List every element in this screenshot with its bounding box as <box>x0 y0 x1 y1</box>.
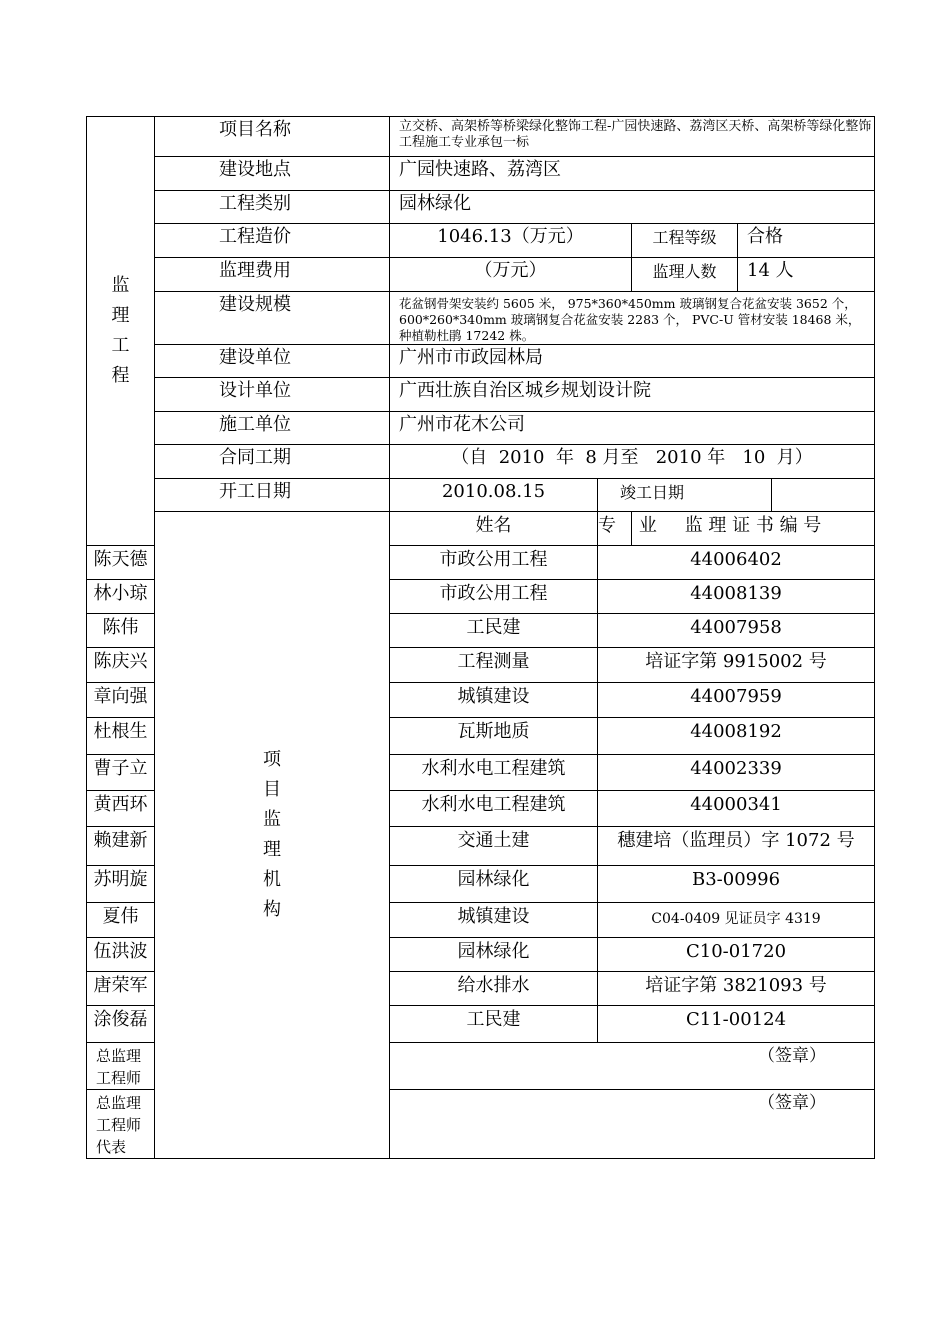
member-name: 涂俊磊 <box>87 1006 155 1043</box>
member-major: 市政公用工程 <box>390 580 598 614</box>
member-major: 交通土建 <box>390 827 598 866</box>
label-staff: 监理人数 <box>632 258 738 292</box>
member-name: 陈伟 <box>87 614 155 648</box>
row-project-name <box>87 117 875 157</box>
member-major: 瓦斯地质 <box>390 718 598 755</box>
member-name: 苏明旋 <box>87 866 155 903</box>
side-char: 目 <box>263 779 281 800</box>
member-cert: 44008192 <box>598 718 875 755</box>
label-chief-engineer: 总监理工程师 <box>87 1043 155 1090</box>
value-start: 2010.08.15 <box>390 479 598 512</box>
member-major: 水利水电工程建筑 <box>390 755 598 791</box>
label-designer: 设计单位 <box>155 378 390 412</box>
member-cert: B3-00996 <box>598 866 875 903</box>
member-major: 园林绿化 <box>390 866 598 903</box>
row-designer <box>87 378 875 412</box>
section2-side-label <box>155 512 390 1159</box>
side-char: 程 <box>111 365 130 386</box>
member-cert: 穗建培（监理员）字 1072 号 <box>598 827 875 866</box>
value-designer: 广西壮族自治区城乡规划设计院 <box>390 378 875 412</box>
member-name: 黄西环 <box>87 791 155 827</box>
member-cert: C11-00124 <box>598 1006 875 1043</box>
member-major: 园林绿化 <box>390 938 598 972</box>
row-cost <box>87 224 875 258</box>
row-fee <box>87 258 875 292</box>
label-contractor: 施工单位 <box>155 412 390 445</box>
member-cert: C04-0409 见证员字 4319 <box>598 903 875 938</box>
member-major: 给水排水 <box>390 972 598 1006</box>
member-cert: 培证字第 3821093 号 <box>598 972 875 1006</box>
member-major: 工程测量 <box>390 648 598 683</box>
side-char: 理 <box>111 305 130 326</box>
label-end: 竣工日期 <box>598 479 772 512</box>
member-name: 唐荣军 <box>87 972 155 1006</box>
member-cert: 44002339 <box>598 755 875 791</box>
form-table <box>86 116 875 1159</box>
label-scale: 建设规模 <box>155 292 390 345</box>
value-project-name: 立交桥、高架桥等桥梁绿化整饰工程-广园快速路、荔湾区天桥、高架桥等绿化整饰工程施工专业承包一标 <box>390 117 875 157</box>
row-headers <box>87 512 875 546</box>
label-project-name: 项目名称 <box>155 117 390 157</box>
label-grade: 工程等级 <box>632 224 738 258</box>
member-name: 章向强 <box>87 683 155 718</box>
value-category: 园林绿化 <box>390 191 875 224</box>
side-char: 构 <box>263 899 281 920</box>
member-major: 水利水电工程建筑 <box>390 791 598 827</box>
member-major: 城镇建设 <box>390 903 598 938</box>
member-name: 陈庆兴 <box>87 648 155 683</box>
label-chief-engineer-rep: 总监理工程师代表 <box>87 1090 155 1159</box>
row-scale <box>87 292 875 345</box>
supervision-form <box>86 116 874 1159</box>
value-scale: 花盆钢骨架安装约 5605 米， 975*360*450mm 玻璃钢复合花盆安装 3652 个，600*260*340mm 玻璃钢复合花盆安装 2283 个， PVC-U 管材安装 18468 米，种植勒杜鹃 17242 株。 <box>390 292 875 345</box>
member-major: 市政公用工程 <box>390 546 598 580</box>
row-period <box>87 445 875 479</box>
value-location: 广园快速路、荔湾区 <box>390 157 875 191</box>
header-cert: 监 理 证 书 编 号 <box>632 512 875 546</box>
label-category: 工程类别 <box>155 191 390 224</box>
member-name: 林小琼 <box>87 580 155 614</box>
section1-side-label <box>87 117 155 546</box>
row-contractor <box>87 412 875 445</box>
chief-engineer-signature: （签章） <box>390 1043 875 1090</box>
side-char: 监 <box>111 275 130 296</box>
side-char: 机 <box>263 869 281 890</box>
member-major: 工民建 <box>390 1006 598 1043</box>
side-char: 理 <box>263 839 281 860</box>
member-major: 工民建 <box>390 614 598 648</box>
member-cert: 44007959 <box>598 683 875 718</box>
member-name: 赖建新 <box>87 827 155 866</box>
value-contractor: 广州市花木公司 <box>390 412 875 445</box>
label-location: 建设地点 <box>155 157 390 191</box>
member-major: 城镇建设 <box>390 683 598 718</box>
value-grade: 合格 <box>738 224 875 258</box>
member-cert: C10-01720 <box>598 938 875 972</box>
chief-engineer-rep-signature: （签章） <box>390 1090 875 1159</box>
member-name: 陈天德 <box>87 546 155 580</box>
side-char: 项 <box>263 749 281 770</box>
header-name: 姓名 <box>390 512 598 546</box>
member-cert: 44007958 <box>598 614 875 648</box>
member-cert: 培证字第 9915002 号 <box>598 648 875 683</box>
value-staff: 14 人 <box>738 258 875 292</box>
side-char: 工 <box>111 335 130 356</box>
label-period: 合同工期 <box>155 445 390 479</box>
side-char: 监 <box>263 809 281 830</box>
label-start: 开工日期 <box>155 479 390 512</box>
value-owner: 广州市市政园林局 <box>390 345 875 378</box>
member-cert: 44000341 <box>598 791 875 827</box>
value-cost: 1046.13（万元） <box>390 224 632 258</box>
value-fee: （万元） <box>390 258 632 292</box>
row-location <box>87 157 875 191</box>
value-period: （自 2010 年 8 月至 2010 年 10 月） <box>390 445 875 479</box>
member-name: 夏伟 <box>87 903 155 938</box>
label-owner: 建设单位 <box>155 345 390 378</box>
row-start <box>87 479 875 512</box>
member-name: 杜根生 <box>87 718 155 755</box>
row-owner <box>87 345 875 378</box>
member-name: 曹子立 <box>87 755 155 791</box>
member-cert: 44006402 <box>598 546 875 580</box>
label-fee: 监理费用 <box>155 258 390 292</box>
row-category <box>87 191 875 224</box>
label-cost: 工程造价 <box>155 224 390 258</box>
value-end <box>772 479 875 512</box>
member-name: 伍洪波 <box>87 938 155 972</box>
member-cert: 44008139 <box>598 580 875 614</box>
header-major: 专 业 <box>598 512 632 546</box>
